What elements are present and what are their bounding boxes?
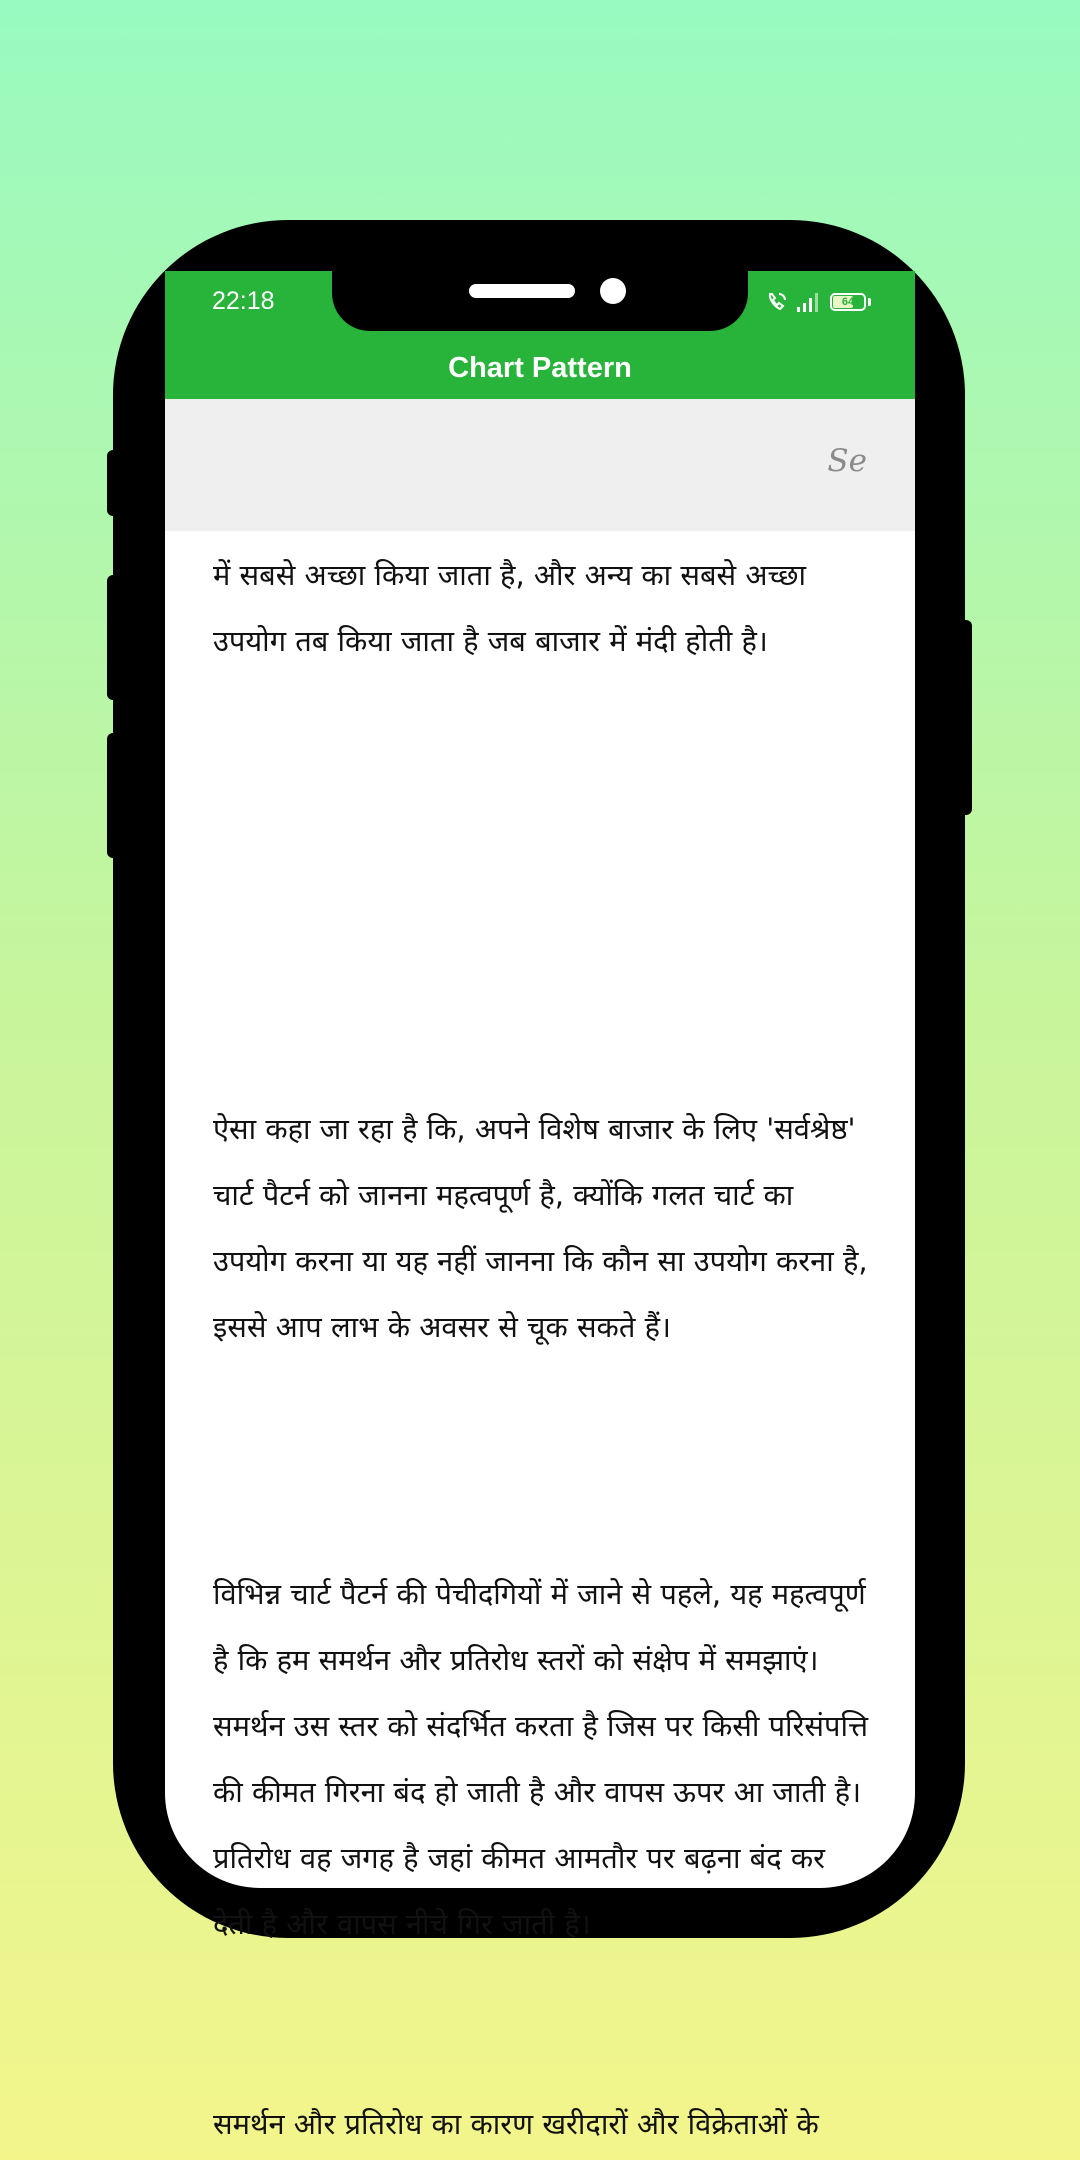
- speaker-grille: [469, 284, 575, 298]
- front-camera: [600, 278, 626, 304]
- article-paragraph-2: ऐसा कहा जा रहा है कि, अपने विशेष बाजार के लिए 'सर्वश्रेष्ठ' चार्ट पैटर्न को जानना महत्वपूर्ण है, क्योंकि गलत चार्ट का उपयोग करना या यह नहीं जानना कि कौन सा उपयोग करना है, इससे आप लाभ के अवसर से चूक सकते हैं।: [213, 1112, 868, 1344]
- app-bar: [165, 271, 915, 399]
- battery-level: 64: [841, 296, 855, 308]
- article-paragraph-4: समर्थन और प्रतिरोध का कारण खरीदारों और विक्रेताओं के: [213, 2107, 819, 2141]
- mute-switch: [107, 450, 121, 516]
- article-paragraph-1: में सबसे अच्छा किया जाता है, और अन्य का सबसे अच्छा उपयोग तब किया जाता है जब बाजार में मंदी होती है।: [213, 558, 807, 658]
- status-time: 22:18: [212, 287, 275, 315]
- phone-screen: [165, 271, 915, 2141]
- wifi-call-icon: [766, 291, 788, 313]
- article-content[interactable]: [213, 531, 873, 2141]
- power-button: [958, 620, 972, 815]
- battery-tip: [868, 298, 871, 306]
- signal-icon: [796, 291, 822, 313]
- volume-down-button: [107, 733, 121, 858]
- camera-notch: [332, 271, 748, 331]
- battery-icon: [830, 293, 866, 311]
- article-paragraph-3: विभिन्न चार्ट पैटर्न की पेचीदगियों में जाने से पहले, यह महत्वपूर्ण है कि हम समर्थन और प्रतिरोध स्तरों को संक्षेप में समझाएं। समर्थन उस स्तर को संदर्भित करता है जिस पर किसी परिसंपत्ति की कीमत गिरना बंद हो जाती है और वापस ऊपर आ जाती है। प्रतिरोध वह जगह है जहां कीमत आमतौर पर बढ़ना बंद कर देती है और वापस नीचे गिर जाती है।: [213, 1577, 869, 1941]
- volume-up-button: [107, 575, 121, 700]
- status-icons: [766, 287, 871, 317]
- search-hint: Se: [827, 443, 867, 479]
- page-title: Chart Pattern: [448, 352, 632, 384]
- search-bar[interactable]: [165, 399, 915, 531]
